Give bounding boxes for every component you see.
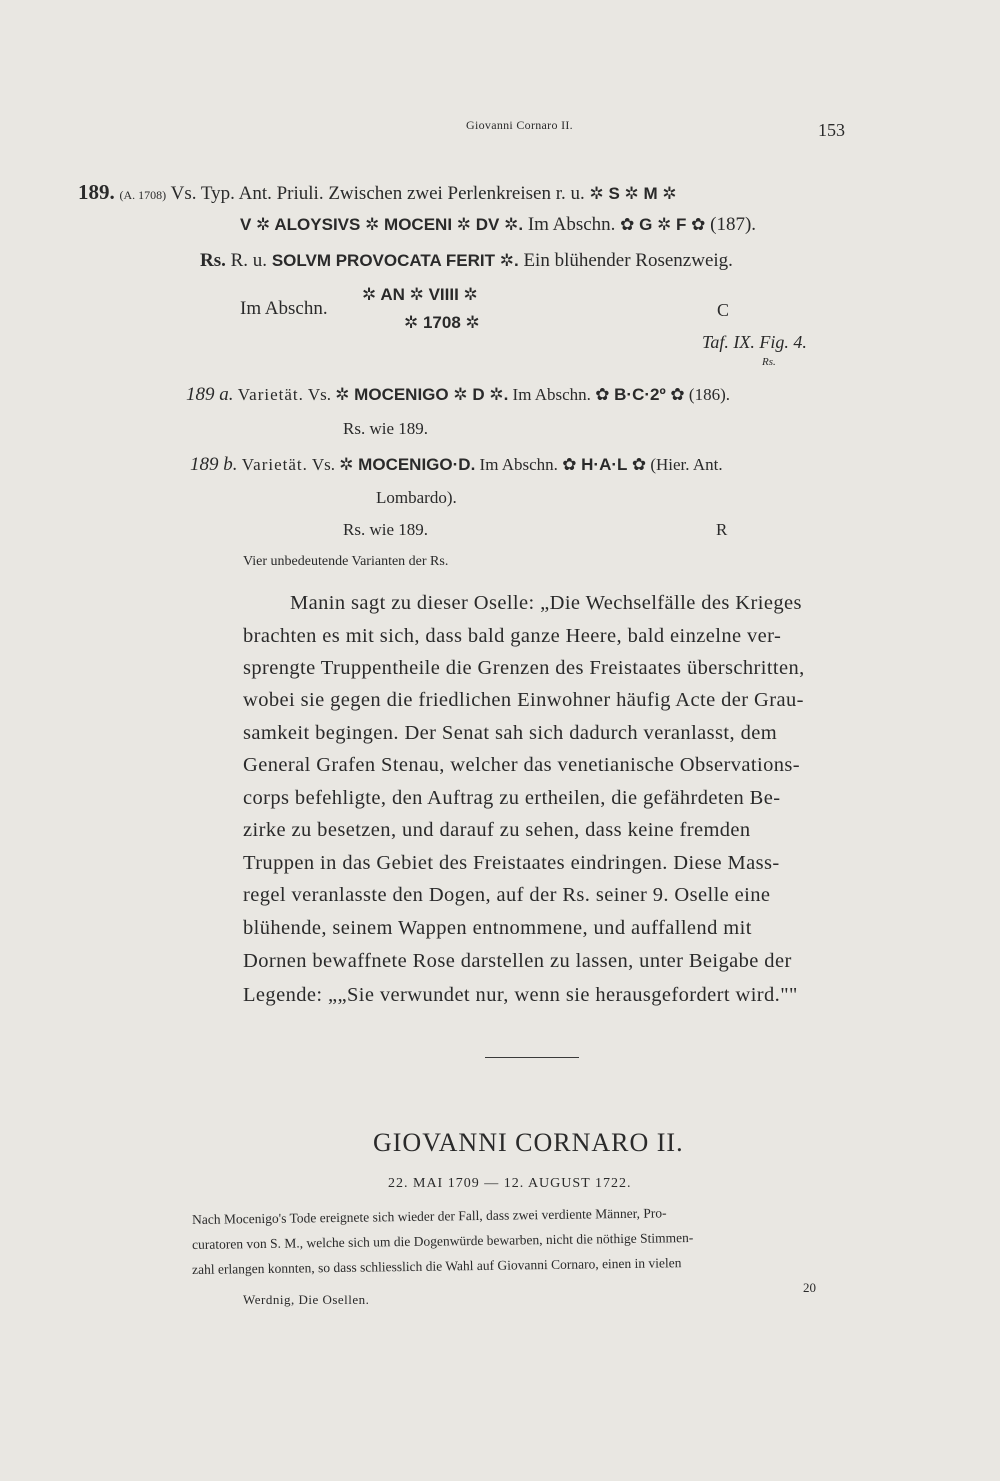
- entry-189-line-2: [240, 214, 756, 236]
- body-line: Legende: „„Sie verwundet nur, wenn sie herausgefordert wird."": [243, 984, 798, 1006]
- section-title: GIOVANNI CORNARO II.: [373, 1128, 684, 1157]
- im-abschn-label: Im Abschn.: [240, 298, 328, 319]
- intro-line: Nach Mocenigo's Tode ereignete sich wieder der Fall, dass zwei verdiente Männer, Pro-: [192, 1205, 667, 1227]
- plate-side: Rs.: [762, 356, 776, 368]
- entry-189b-line-1: [190, 454, 723, 476]
- body-line: regel veranlasste den Dogen, auf der Rs. seiner 9. Oselle eine: [243, 884, 771, 906]
- rarity-mark: C: [717, 300, 730, 320]
- intro-line: curatoren von S. M., welche sich um die Dogenwürde bewarben, nicht die nöthige Stimmen-: [192, 1230, 694, 1252]
- rarity-mark: R: [716, 520, 728, 539]
- reverse-label: Rs.: [200, 250, 226, 271]
- mint-mark: ✿ G ✲ F ✿: [620, 215, 706, 234]
- entry-number: 189.: [78, 180, 115, 204]
- entry-189-line-1: [78, 180, 677, 205]
- variety-label: Varietät.: [241, 455, 308, 474]
- coin-legend: ✲ MOCENIGO·D.: [339, 455, 476, 474]
- body-line: corps befehligte, den Auftrag zu ertheilen, die gefährdeten Be-: [243, 787, 781, 809]
- catalog-ref-continued: Lombardo).: [376, 488, 457, 507]
- body-line: samkeit begingen. Der Senat sah sich dadurch veranlasst, dem: [243, 722, 778, 744]
- mint-mark: ✿ B·C·2º ✿: [595, 385, 685, 404]
- body-line: Truppen in das Gebiet des Freistaates eindringen. Diese Mass-: [243, 852, 780, 874]
- body-line: blühende, seinem Wappen entnommene, und auffallend mit: [243, 917, 752, 939]
- page-number: 153: [818, 120, 845, 140]
- coin-legend: V ✲ ALOYSIVS ✲ MOCENI ✲ DV ✲.: [240, 215, 524, 234]
- coin-legend: SOLVM PROVOCATA FERIT ✲.: [271, 251, 519, 270]
- sheet-number: 20: [803, 1280, 816, 1295]
- entry-number: 189 a.: [186, 384, 234, 405]
- section-divider: [485, 1057, 579, 1058]
- body-line: zirke zu besetzen, und darauf zu sehen, dass keine fremden: [243, 819, 751, 841]
- obverse-label: Vs.: [307, 385, 331, 404]
- body-line: General Grafen Stenau, welcher das venetianische Observations-: [243, 754, 801, 776]
- intro-line: zahl erlangen konnten, so dass schliesslich die Wahl auf Giovanni Cornaro, einen in vielen: [192, 1255, 682, 1277]
- body-line: Dornen bewaffnete Rose darstellen zu lassen, unter Beigabe der: [243, 950, 792, 972]
- plate-reference: Taf. IX. Fig. 4.: [702, 332, 807, 352]
- reverse-same-as: Rs. wie 189.: [343, 419, 428, 438]
- entry-text: Im Abschn.: [512, 385, 591, 404]
- catalog-ref: (Hier. Ant.: [650, 455, 723, 474]
- reverse-same-as: Rs. wie 189.: [343, 520, 428, 539]
- entry-text: R. u.: [230, 250, 268, 271]
- body-line: sprengte Truppentheile die Grenzen des Freistaates überschritten,: [243, 657, 805, 679]
- coin-legend: ✲ S ✲ M ✲: [589, 184, 677, 203]
- obverse-label: Vs.: [311, 455, 335, 474]
- exergue-line-2: ✲ 1708 ✲: [404, 313, 480, 332]
- catalog-ref: (186).: [688, 385, 730, 404]
- exergue-line-1: ✲ AN ✲ VIIII ✲: [362, 285, 478, 304]
- entry-189-line-3: [200, 250, 733, 272]
- body-line: Manin sagt zu dieser Oselle: „Die Wechselfälle des Krieges: [290, 592, 802, 614]
- mint-mark: ✿ H·A·L ✿: [562, 455, 647, 474]
- entry-text: Im Abschn.: [527, 214, 616, 235]
- variants-note: Vier unbedeutende Varianten der Rs.: [243, 554, 449, 569]
- catalog-ref: (187).: [710, 214, 757, 235]
- running-head: Giovanni Cornaro II.: [466, 118, 573, 132]
- entry-text: Vs. Typ. Ant. Priuli. Zwischen zwei Perlenkreisen r. u.: [170, 183, 585, 204]
- coin-legend: ✲ MOCENIGO ✲ D ✲.: [335, 385, 509, 404]
- entry-text: Im Abschn.: [479, 455, 558, 474]
- entry-year: (A. 1708): [119, 188, 167, 202]
- entry-text: Ein blühender Rosenzweig.: [523, 250, 733, 271]
- footer-signature: Werdnig, Die Osellen.: [243, 1292, 370, 1307]
- entry-number: 189 b.: [190, 454, 238, 475]
- body-line: brachten es mit sich, dass bald ganze Heere, bald einzelne ver-: [243, 625, 782, 647]
- section-dates: 22. MAI 1709 — 12. AUGUST 1722.: [388, 1176, 632, 1191]
- body-line: wobei sie gegen die friedlichen Einwohner häufig Acte der Grau-: [243, 689, 804, 711]
- variety-label: Varietät.: [237, 385, 304, 404]
- entry-189a-line-1: [186, 384, 730, 406]
